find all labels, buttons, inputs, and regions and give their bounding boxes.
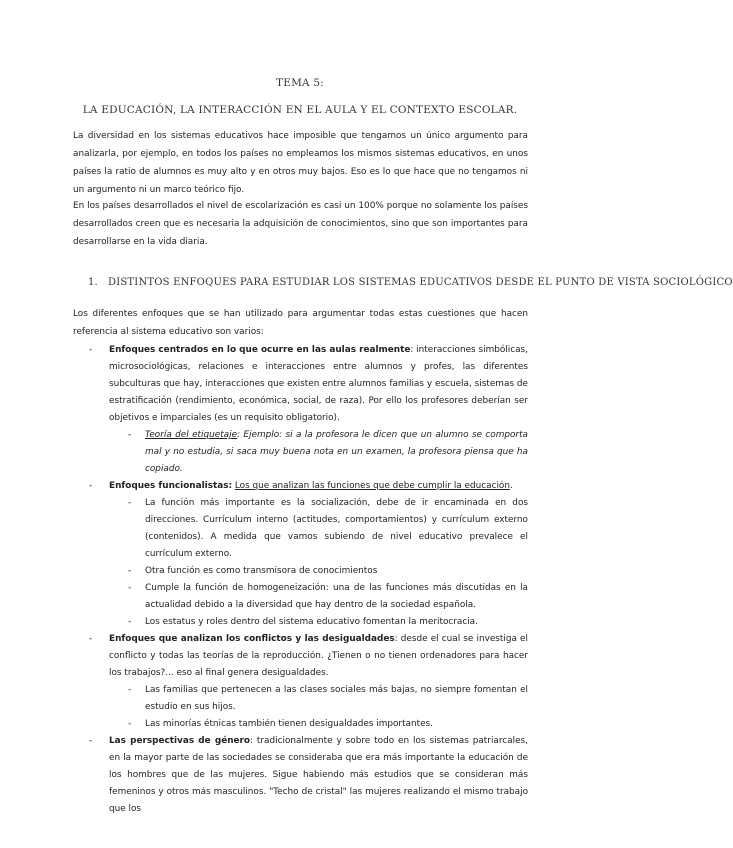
sub-item-text: Otra función es como transmisora de conocimientos [145, 566, 378, 576]
bullet-dash: - [128, 430, 132, 440]
bullet-dash: - [89, 736, 93, 746]
intro-paragraph-1: La diversidad en los sistemas educativos hace imposible que tengamos un único argumento para analizarla, por ejemplo, en todos los países no empleamos los mismos sistemas educativos, en unos países la ratio de alumnos es muy alto y en otros muy bajos. Eso es lo que hace que no tengamos ni un argumento ni un marco teórico fijo. [73, 131, 528, 195]
lesson-title: LA EDUCACIÓN, LA INTERACCIÓN EN EL AULA Y EL CONTEXTO ESCOLAR. [82, 104, 518, 116]
sub-list-item [73, 580, 528, 614]
section-heading [88, 277, 733, 288]
list-item [73, 478, 528, 495]
item-text: . [509, 481, 513, 491]
item-text: : desde el cual se investiga el conflicto y todas las teorías de la reproducción. ¿Tienen o no tienen ordenadores para hacer los trabajos?... eso al final genera desigualdades. [109, 634, 528, 678]
sub-list-item [73, 682, 528, 716]
item-label: Enfoques que analizan los conflictos y las desigualdades [109, 634, 395, 644]
list-item [73, 631, 528, 682]
sub-item-text: La función más importante es la socialización, debe de ir encaminada en dos direcciones. Currículum interno (actitudes, comportamientos) y currículum externo (contenidos). A medida que vamos subiendo de nivel educativo prevalece el currículum externo. [145, 498, 528, 559]
list-item [73, 733, 528, 818]
sub-list-item [73, 495, 528, 563]
bullet-dash: - [128, 566, 132, 576]
bullet-dash: - [128, 719, 132, 729]
sub-item-text: Las minorías étnicas también tienen desigualdades importantes. [145, 719, 433, 729]
sub-item-text: Los estatus y roles dentro del sistema educativo fomentan la meritocracia. [145, 617, 478, 627]
sub-item-label: Teoría del etiquetaje [145, 430, 238, 440]
item-label: Enfoques centrados en lo que ocurre en las aulas realmente [109, 345, 411, 355]
section-intro-paragraph: Los diferentes enfoques que se han utilizado para argumentar todas estas cuestiones que hacen referencia al sistema educativo son varios: [73, 309, 528, 337]
intro-paragraph-2: En los países desarrollados el nivel de escolarización es casi un 100% porque no solamente los países desarrollados creen que es necesaria la adquisición de conocimientos, sino que son importantes para desarrollarse en la vida diaria. [73, 201, 528, 247]
bullet-dash: - [128, 583, 132, 593]
lesson-number: TEMA 5: [276, 77, 324, 89]
item-underlined-text: Los que analizan las funciones que debe cumplir la educación [234, 481, 510, 491]
section-number: 1. [88, 277, 98, 288]
item-text: : interacciones simbólicas, microsociológicas, relaciones e interacciones entre alumnos y profes, las diferentes subculturas que hay, interacciones que existen entre alumnos familias y escuela, sistemas de estratificación (rendimiento, económica, social, de raza). Por ello los profesores deberían ser objetivos e imparciales (es un requisito obligatorio). [109, 345, 528, 423]
section-title: DISTINTOS ENFOQUES PARA ESTUDIAR LOS SISTEMAS EDUCATIVOS DESDE EL PUNTO DE VISTA SOCIOLÓGICO [108, 277, 733, 288]
approaches-list [73, 342, 528, 818]
bullet-dash: - [128, 617, 132, 627]
bullet-dash: - [89, 634, 93, 644]
sub-list-item [73, 427, 528, 478]
item-label: Las perspectivas de género [109, 736, 251, 746]
sub-item-text: Las familias que pertenecen a las clases sociales más bajas, no siempre fomentan el estudio en sus hijos. [145, 685, 528, 712]
sub-list-item [73, 563, 528, 580]
sub-item-text: : Ejemplo: si a la profesora le dicen que un alumno se comporta mal y no estudia, si saca muy buena nota en un examen, la profesora piensa que ha copiado. [145, 430, 529, 474]
bullet-dash: - [89, 481, 93, 491]
sub-list-item [73, 716, 528, 733]
list-item [73, 342, 528, 427]
bullet-dash: - [128, 498, 132, 508]
item-label: Enfoques funcionalistas: [109, 481, 233, 491]
sub-item-text: Cumple la función de homogeneización: una de las funciones más discutidas en la actualidad debido a la diversidad que hay dentro de la sociedad española. [145, 583, 528, 610]
bullet-dash: - [89, 345, 93, 355]
sub-list-item [73, 614, 528, 631]
bullet-dash: - [128, 685, 132, 695]
item-text: : tradicionalmente y sobre todo en los sistemas patriarcales, en la mayor parte de las sociedades se consideraba que era más importante la educación de los hombres que de las mujeres. Sigue habiendo más estudios que se consideran más femeninos y otros más masculinos. "Techo de cristal" las mujeres realizando el mismo trabajo que los [109, 736, 528, 814]
